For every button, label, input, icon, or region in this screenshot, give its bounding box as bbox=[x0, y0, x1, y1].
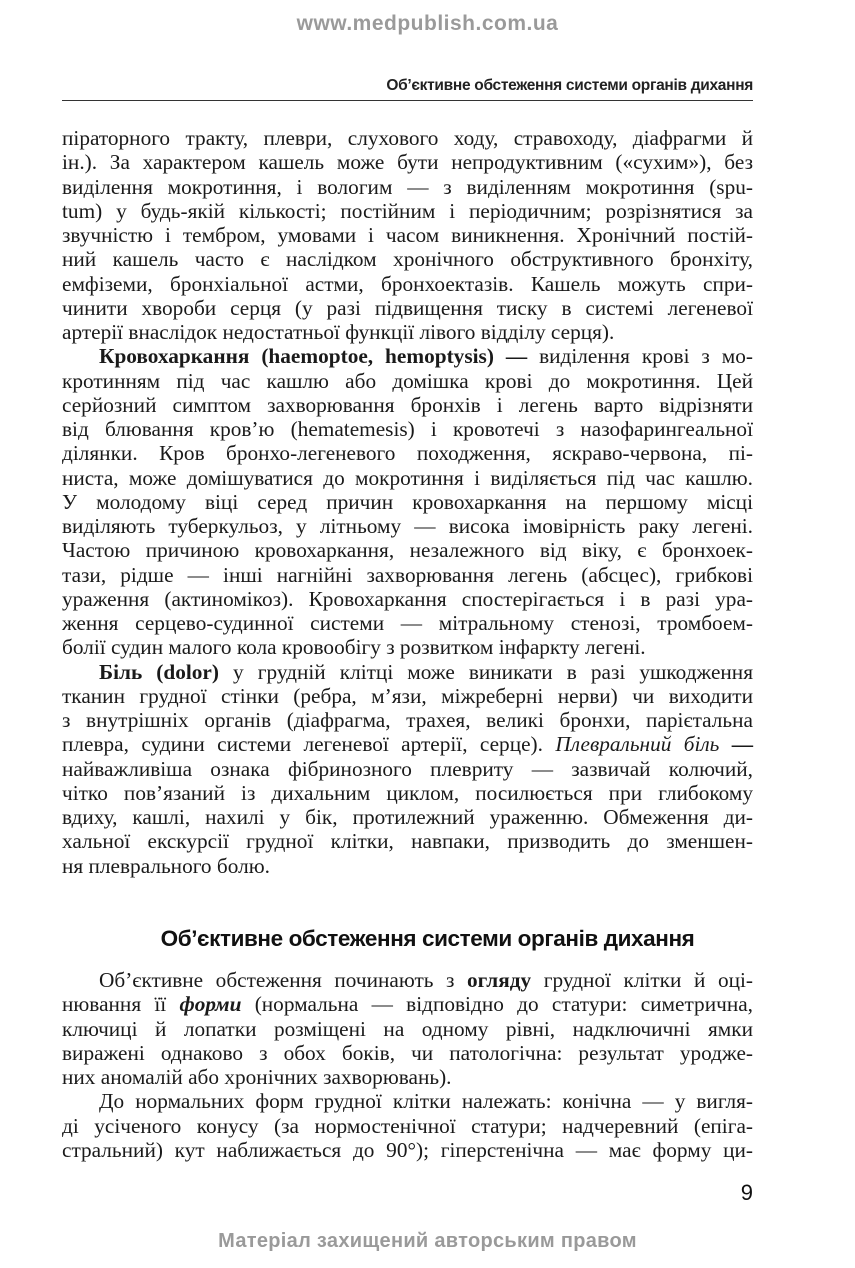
text-line: ураження (актиномікоз). Кровохаркання спостерігається і в разі ура- bbox=[62, 586, 753, 611]
top-watermark-url: www.medpublish.com.ua bbox=[296, 12, 559, 35]
text-line bbox=[62, 968, 753, 992]
text-line bbox=[62, 992, 753, 1016]
text-line: ня плеврального болю. bbox=[62, 853, 270, 878]
text-line: артерії внаслідок недостатньої функції лівого відділу серця). bbox=[62, 320, 615, 344]
text-line: емфіземи, бронхіальної астми, бронхоектазів. Кашель можуть спри- bbox=[62, 271, 753, 296]
text-line: До нормальних форм грудної клітки належать: конічна — у вигля- bbox=[99, 1089, 753, 1114]
text-line bbox=[62, 344, 753, 368]
text-run: Об’єктивне обстеження починають з bbox=[99, 968, 468, 992]
text-line: чинити хвороби серця (у разі підвищення тиску в системі легеневої bbox=[62, 295, 753, 320]
section-heading: Об’єктивне обстеження системи органів дихання bbox=[160, 926, 695, 951]
text-line: виділення мокротиння, і вологим — з виділенням мокротиння (spu- bbox=[62, 174, 753, 199]
text-line: тази, рідше — інші нагнійні захворювання легень (абсцес), грибкові bbox=[62, 562, 753, 587]
term-pain: Біль (dolor) bbox=[99, 659, 219, 684]
paragraph-pain bbox=[62, 660, 753, 878]
text-line: ділянки. Кров бронхо-легеневого походження, яскраво-червона, пі- bbox=[62, 441, 753, 466]
text-line: виражені однаково з обох боків, чи патологічна: результат уродже- bbox=[62, 1040, 753, 1065]
text-line: хальної екскурсії грудної клітки, навпаки, призводить до зменшен- bbox=[62, 829, 753, 854]
text-line: ключиці й лопатки розміщені на одному рівні, надключичні ямки bbox=[62, 1016, 753, 1041]
text-line: ін.). За характером кашель може бути непродуктивним («сухим»), без bbox=[62, 150, 753, 175]
bottom-watermark-copyright: Матеріал захищений авторським правом bbox=[218, 1230, 637, 1252]
text-run: плевра, судини системи легеневої артерії, серце). bbox=[62, 732, 556, 757]
header-rule bbox=[62, 100, 753, 101]
term-hemoptysis: Кровохаркання (haemoptoe, hemoptysis) — bbox=[99, 344, 528, 369]
text-line: серйозний симптом захворювання бронхів і легень варто відрізняти bbox=[62, 392, 753, 417]
text-line bbox=[62, 732, 753, 756]
text-line: болії судин малого кола кровообігу з розвитком інфаркту легені. bbox=[62, 635, 646, 660]
text-line: вдиху, кашлі, нахилі у бік, протилежний ураженню. Обмеження ди- bbox=[62, 805, 753, 829]
text-run: нювання її bbox=[62, 992, 180, 1017]
text-line: ді усіченого конусу (за нормостенічної статури; надчеревний (епіга- bbox=[62, 1113, 753, 1138]
text-line: з внутрішніх органів (діафрагма, трахея, великі бронхи, парієтальна bbox=[62, 708, 753, 732]
running-head: Об’єктивне обстеження системи органів дихання bbox=[386, 77, 753, 94]
text-line: тканин грудної стінки (ребра, м’язи, міжреберні нерви) чи виходити bbox=[62, 683, 753, 708]
text-line: кротинням під час кашлю або домішка крові до мокротиння. Цей bbox=[62, 368, 753, 393]
term-form: форми bbox=[179, 992, 242, 1017]
text-line: від блювання кров’ю (hematemesis) і кровотечі з назофарингеальної bbox=[62, 417, 753, 441]
text-line: ження серцево-судинної системи — мітральному стенозі, тромбоем- bbox=[62, 611, 753, 635]
text-line bbox=[62, 660, 753, 684]
paragraph-inspection bbox=[62, 968, 753, 1089]
text-line: Частою причиною кровохаркання, незалежного від віку, є бронхоек- bbox=[62, 538, 753, 563]
text-line: стральний) кут наближається до 90°); гіперстенічна — має форму ци- bbox=[62, 1137, 753, 1162]
text-line: tum) у будь-якій кількості; постійним і періодичним; розрізнятися за bbox=[62, 198, 753, 223]
term-inspection: огляду bbox=[467, 968, 532, 992]
page-number: 9 bbox=[740, 1180, 753, 1205]
paragraph-normal-forms bbox=[62, 1089, 753, 1162]
text-run: грудної клітки й оці- bbox=[531, 968, 753, 992]
text-line: піраторного тракту, плеври, слухового ходу, стравоходу, діафрагми й bbox=[62, 126, 753, 150]
text-line: найважливіша ознака фібринозного плевриту — зазвичай колючий, bbox=[62, 756, 753, 781]
text-line: них аномалій або хронічних захворювань). bbox=[62, 1065, 452, 1089]
text-run: — bbox=[719, 732, 753, 757]
text-run: (нормальна — відповідно до статури: симетрична, bbox=[241, 992, 753, 1017]
body-text-section-2 bbox=[62, 968, 753, 1162]
text-line: У молодому віці серед причин кровохаркання на першому місці bbox=[62, 489, 753, 514]
text-line: ний кашель часто є наслідком хронічного обструктивного бронхіту, bbox=[62, 247, 753, 272]
paragraph-hemoptysis bbox=[62, 344, 753, 659]
text-run: у грудній клітці може виникати в разі ушкодження bbox=[218, 659, 754, 684]
body-text-section-1 bbox=[62, 126, 753, 878]
text-line: ниста, може домішуватися до мокротиння і виділяється під час кашлю. bbox=[62, 465, 753, 490]
text-line: звучністю і тембром, умовами і часом виникнення. Хронічний постій- bbox=[62, 223, 753, 247]
term-pleural-pain: Плевральний біль bbox=[555, 732, 720, 757]
text-line: чітко пов’язаний із дихальним циклом, посилюється при глибокому bbox=[62, 780, 753, 805]
text-run: виділення крові з мо- bbox=[527, 344, 753, 369]
paragraph-cough-continuation bbox=[62, 126, 753, 344]
text-line: виділяють туберкульоз, у літньому — висока імовірність раку легені. bbox=[62, 514, 753, 538]
